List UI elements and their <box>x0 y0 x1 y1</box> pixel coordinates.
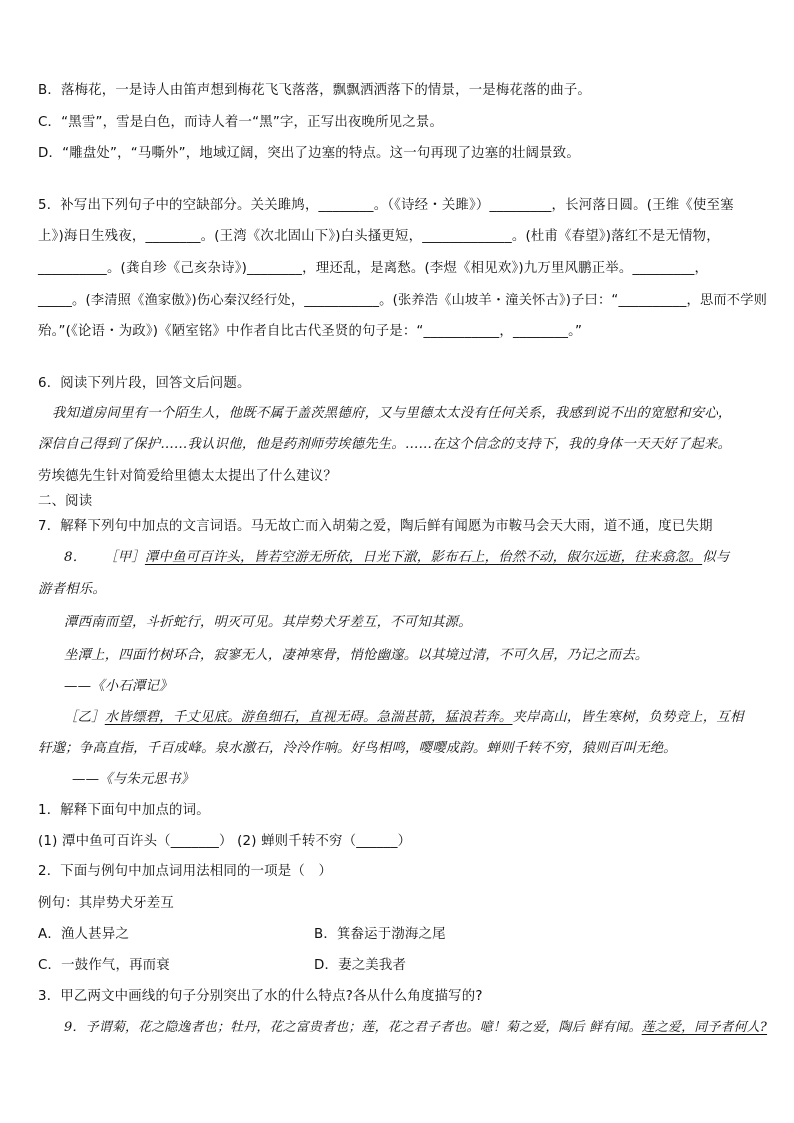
q8-yi-tag: ［乙］ <box>64 710 105 725</box>
q8-option-a: A．渔人甚异之 <box>38 927 129 942</box>
q8-option-b: B．箕畚运于渤海之尾 <box>314 927 446 942</box>
q5-line-1: 5．补写出下列句子中的空缺部分。关关雎鸠，________。（《诗经・关雎》）_________，长河落日圆。(王维《使至塞 <box>38 198 734 213</box>
q8-jia-line-1 <box>64 549 729 567</box>
q5-line-5: 殆。”(《论语・为政》)《陋室铭》中作者自比古代圣贤的句子是：“___________，________。” <box>38 324 583 339</box>
q8-sub-1-items: (1) 潭中鱼可百许头（_______） (2) 蝉则千转不穷（______） <box>38 834 412 849</box>
q8-example: 例句：其岸势犬牙差互 <box>38 896 174 911</box>
q8-option-c: C．一鼓作气，再而衰 <box>38 958 170 973</box>
q8-source-1: ——《小石潭记》 <box>64 679 173 694</box>
q8-sub-1: 1．解释下面句中加点的词。 <box>38 803 210 818</box>
q9-lead: 9．予谓菊，花之隐逸者也；牡丹，花之富贵者也；莲，花之君子者也。噫！菊之爱，陶后 鲜有闻。 <box>64 1020 642 1035</box>
q9-text <box>64 1019 767 1037</box>
q8-jia-para-3: 坐潭上，四面竹树环合，寂寥无人，凄神寒骨，悄怆幽邃。以其境过清，不可久居，乃记之而去。 <box>64 648 649 663</box>
q4-option-c: C．“黑雪”，雪是白色，而诗人着一“黑”字，正写出夜晚所见之景。 <box>38 115 444 130</box>
q8-yi-line-2: 轩邈；争高直指，千百成峰。泉水激石，泠泠作响。好鸟相鸣，嘤嘤成韵。蝉则千转不穷，猿则百叫无绝。 <box>38 741 677 756</box>
q6-passage-line-2: 深信自己得到了保护……我认识他，他是药剂师劳埃德先生。……在这个信念的支持下，我的身体一天天好了起来。 <box>38 437 732 452</box>
q8-jia-tail: 似与 <box>702 550 730 565</box>
q5-line-2: 上》)海日生残夜，________。(王湾《次北固山下》)白头搔更短，_____________。(杜甫《春望》)落红不是无情物， <box>38 229 720 244</box>
q8-jia-underlined: 潭中鱼可百许头，皆若空游无所依，日光下澈，影布石上，佁然不动，俶尔远逝，往来翕忽。 <box>144 550 703 565</box>
q8-yi-tail: 夹岸高山，皆生寒树，负势竞上，互相 <box>512 710 744 725</box>
q6-question: 劳埃德先生针对简爱给里德太太提出了什么建议？ <box>38 469 337 484</box>
q5-line-4: _____。(李清照《渔家傲》)伤心秦汉经行处，___________。(张养浩《山坡羊・潼关怀古》)子曰：“__________，思而不学则 <box>38 293 768 308</box>
q6-passage-line-1: 我知道房间里有一个陌生人，他既不属于盖茨黑德府，又与里德太太没有任何关系，我感到说不出的宽慰和安心， <box>52 406 732 421</box>
q9-underlined: 莲之爱，同予者何人? <box>641 1020 768 1035</box>
q4-option-b: B．落梅花，一是诗人由笛声想到梅花飞飞落落，飘飘洒洒落下的情景，一是梅花落的曲子。 <box>38 83 592 98</box>
q8-source-2: ——《与朱元思书》 <box>72 772 195 787</box>
q8-sub-2: 2．下面与例句中加点词用法相同的一项是（ ） <box>38 864 333 879</box>
q8-option-d: D．妻之美我者 <box>314 958 407 973</box>
q8-jia-line-2: 游者相乐。 <box>38 582 106 597</box>
q8-jia-para-2: 潭西南而望，斗折蛇行，明灭可见。其岸势犬牙差互，不可知其源。 <box>64 615 472 630</box>
q8-number: 8． <box>64 550 87 565</box>
q6-title: 6．阅读下列片段，回答文后问题。 <box>38 376 251 391</box>
q5-line-3: __________。(龚自珍《己亥杂诗》)________，理还乱，是离愁。(李煜《相见欢》)九万里风鹏正举。_________， <box>38 261 709 276</box>
q8-sub-3: 3．甲乙两文中画线的句子分别突出了水的什么特点?各从什么角度描写的? <box>38 989 483 1004</box>
q7-text: 7．解释下列句中加点的文言词语。马无故亡而入胡菊之爱，陶后鲜有闻愿为市鞍马会天大雨，道不通，度已失期 <box>38 519 713 534</box>
q8-yi-line-1 <box>64 709 744 727</box>
q8-yi-underlined: 水皆缥碧，千丈见底。游鱼细石，直视无碍。急湍甚箭，猛浪若奔。 <box>104 710 513 725</box>
q4-option-d: D．“雕盘处”，“马嘶外”，地域辽阔，突出了边塞的特点。这一句再现了边塞的壮阔景致。 <box>38 146 580 161</box>
q8-jia-tag: ［甲］ <box>104 550 145 565</box>
section-heading: 二、阅读 <box>38 494 93 509</box>
